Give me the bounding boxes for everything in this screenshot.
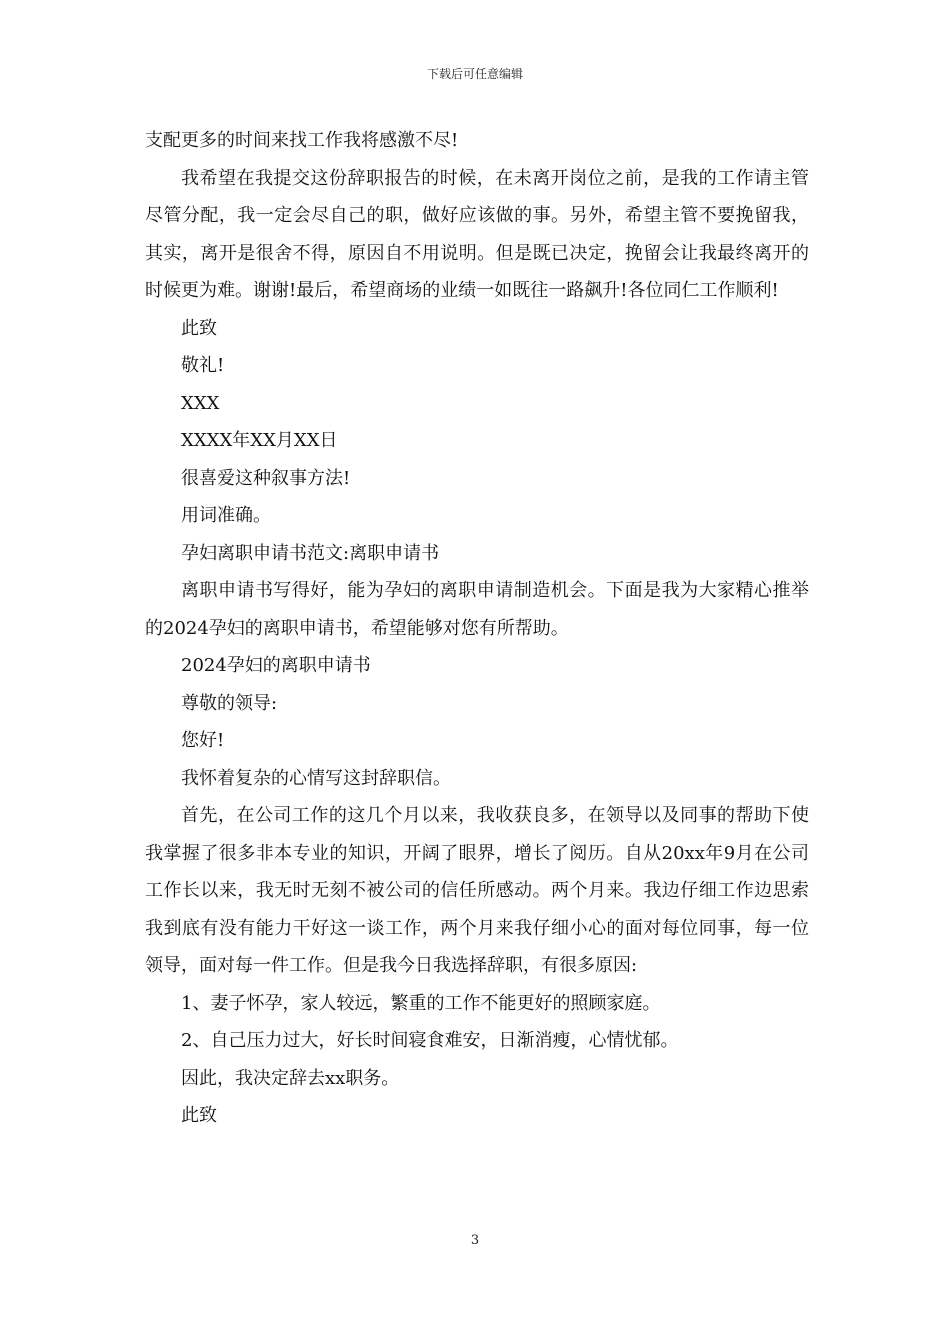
paragraph: XXXX年XX月XX日 (181, 430, 338, 451)
paragraph: 我希望在我提交这份辞职报告的时候，在未离开岗位之前，是我的工作请主管尽管分配，我一定会尽自己的职，做好应该做的事。另外，希望主管不要挽留我，其实，离开是很舍不得，原因自不用说明。但是既已决定，挽留会让我最终离开的时候更为难。谢谢!最后，希望商场的业绩一如既往一路飙升!各位同仁工作顺利! (145, 167, 809, 301)
paragraph: 我怀着复杂的心情写这封辞职信。 (181, 767, 451, 789)
paragraph: XXX (181, 392, 220, 414)
paragraph: 离职申请书写得好，能为孕妇的离职申请制造机会。下面是我为大家精心推举的2024孕妇的离职申请书，希望能够对您有所帮助。 (145, 580, 809, 639)
page-header: 下载后可任意编辑 (426, 67, 523, 81)
document-body (145, 122, 809, 1135)
page-number: 3 (470, 1233, 480, 1248)
paragraph: 支配更多的时间来找工作我将感激不尽! (145, 130, 459, 151)
paragraph: 很喜爱这种叙事方法! (181, 467, 351, 489)
paragraph: 2024孕妇的离职申请书 (181, 655, 371, 676)
paragraph: 因此，我决定辞去xx职务。 (181, 1067, 400, 1089)
paragraph: 尊敬的领导: (181, 692, 278, 714)
paragraph: 用词准确。 (181, 505, 271, 526)
paragraph: 2、自己压力过大，好长时间寝食难安，日渐消瘦，心情忧郁。 (181, 1030, 679, 1051)
paragraph: 敬礼! (181, 355, 225, 376)
paragraph: 此致 (181, 1105, 217, 1126)
paragraph: 1、妻子怀孕，家人较远，繁重的工作不能更好的照顾家庭。 (181, 992, 661, 1014)
paragraph: 此致 (181, 317, 217, 339)
paragraph: 孕妇离职申请书范文:离职申请书 (181, 542, 440, 564)
paragraph: 您好! (181, 730, 225, 751)
paragraph: 首先，在公司工作的这几个月以来，我收获良多，在领导以及同事的帮助下使我掌握了很多非本专业的知识，开阔了眼界，增长了阅历。自从20xx年9月在公司工作长以来，我无时无刻不被公司的信任所感动。两个月来。我边仔细工作边思索我到底有没有能力干好这一谈工作，两个月来我仔细小心的面对每位同事，每一位领导，面对每一件工作。但是我今日我选择辞职，有很多原因: (145, 805, 809, 976)
